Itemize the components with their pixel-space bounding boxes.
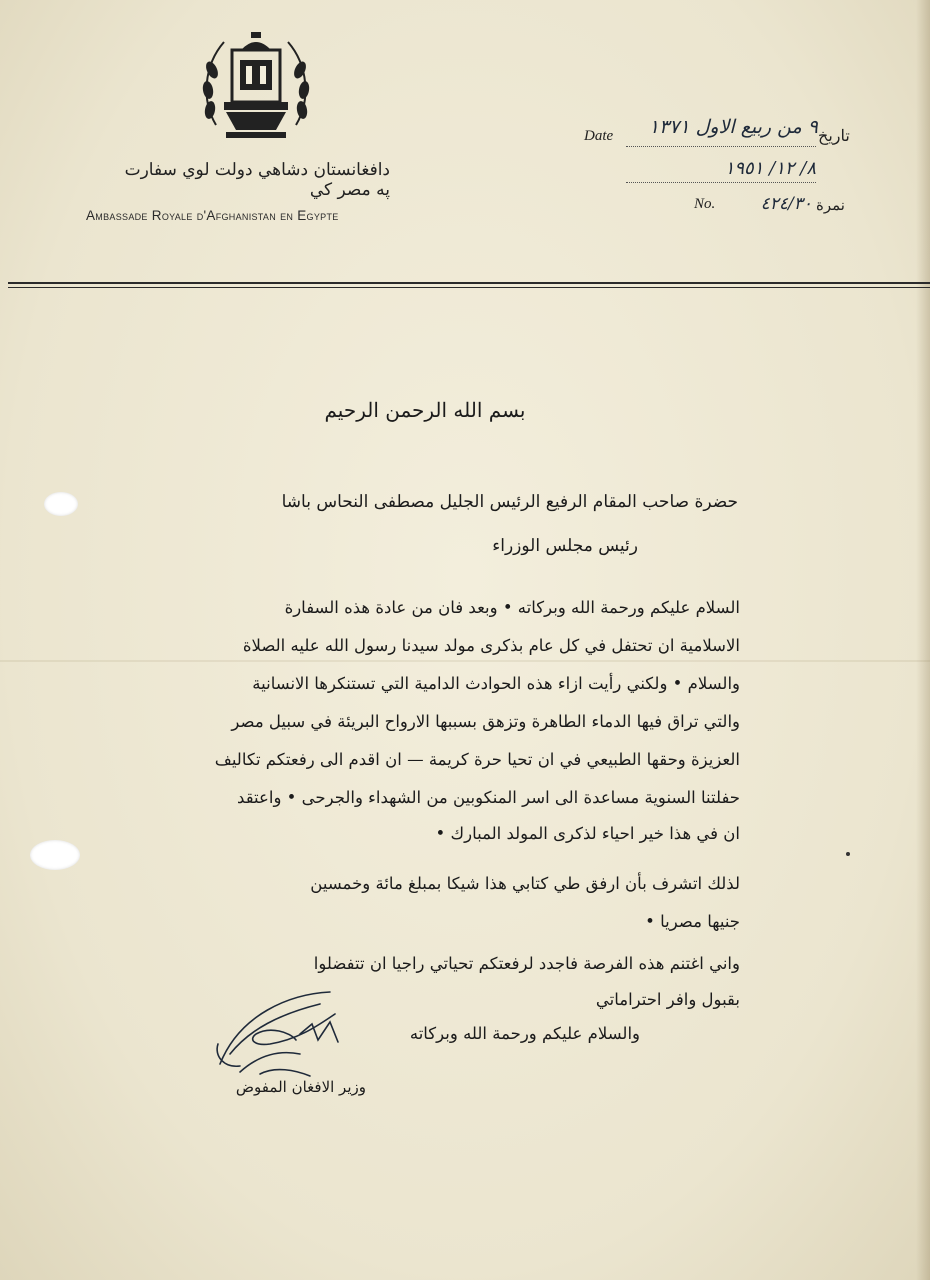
paragraph3-line: بقبول وافر احتراماتي — [595, 990, 740, 1009]
date-gregorian-handwritten: ٨/ ١٢/ ١٩٥١ — [724, 158, 816, 179]
paragraph1-line: حفلتنا السنوية مساعدة الى اسر المنكوبين من الشهداء والجرحى • واعتقد — [237, 788, 740, 807]
number-label-arabic: نمرة — [816, 198, 845, 214]
number-value-handwritten: ٤٢٤/٣٠ — [760, 194, 812, 214]
paragraph1-line: الاسلامية ان تحتفل في كل عام بذكرى مولد سيدنا رسول الله عليه الصلاة — [242, 636, 740, 655]
addressee-line-2: رئيس مجلس الوزراء — [492, 536, 638, 556]
paragraph1-line: والتي تراق فيها الدماء الطاهرة وتزهق بسببها الارواح البريئة في سبيل مصر — [231, 712, 740, 731]
afghan-royal-emblem-icon — [196, 30, 316, 150]
paragraph2-line: لذلك اتشرف بأن ارفق طي كتابي هذا شيكا بمبلغ مائة وخمسين — [310, 874, 740, 893]
closing-salutation: والسلام عليكم ورحمة الله وبركاته — [409, 1024, 640, 1043]
paper-fold-crease — [0, 660, 930, 662]
number-label: No. — [694, 196, 716, 212]
header-divider-thick — [8, 282, 930, 284]
paragraph1-line: والسلام • ولكني رأيت ازاء هذه الحوادث الدامية التي تستنكرها الانسانية — [252, 674, 740, 693]
basmala: بسم الله الرحمن الرحيم — [324, 398, 526, 422]
header-persian-title: دافغانستان دشاهي دولت لوي سفارت په مصر کي — [124, 160, 390, 200]
punch-hole — [44, 492, 78, 516]
date-label-arabic: تاريخ — [818, 128, 850, 145]
paragraph3-line: واني اغتنم هذه الفرصة فاجدد لرفعتكم تحياتي راجيا ان تتفضلوا — [313, 954, 740, 973]
date2-underline — [626, 182, 816, 184]
addressee-line-1: حضرة صاحب المقام الرفيع الرئيس الجليل مصطفى النحاس باشا — [281, 492, 738, 512]
paper-edge-shadow — [916, 0, 930, 1280]
date-underline — [626, 146, 816, 148]
signer-title: وزير الافغان المفوض — [235, 1078, 366, 1096]
paragraph1-line: السلام عليكم ورحمة الله وبركاته • وبعد فان من عادة هذه السفارة — [284, 598, 740, 617]
ink-speck — [846, 852, 850, 856]
punch-hole — [30, 840, 80, 870]
header-french-title: Ambassade Royale d'Afghanistan en Egypte — [86, 208, 339, 223]
header-divider-thin — [8, 287, 930, 288]
paragraph2-line: جنيها مصريا • — [645, 912, 740, 931]
paragraph1-line: العزيزة وحقها الطبيعي في ان تحيا حرة كريمة — ان اقدم الى رفعتكم تكاليف — [214, 750, 740, 769]
paragraph1-line: ان في هذا خير احياء لذكرى المولد المبارك • — [435, 824, 740, 843]
date-label: Date — [584, 128, 614, 144]
handwritten-signature — [200, 984, 360, 1084]
date-hijri-handwritten: ٩ من ربيع الاول ١٣٧١ — [648, 116, 818, 138]
